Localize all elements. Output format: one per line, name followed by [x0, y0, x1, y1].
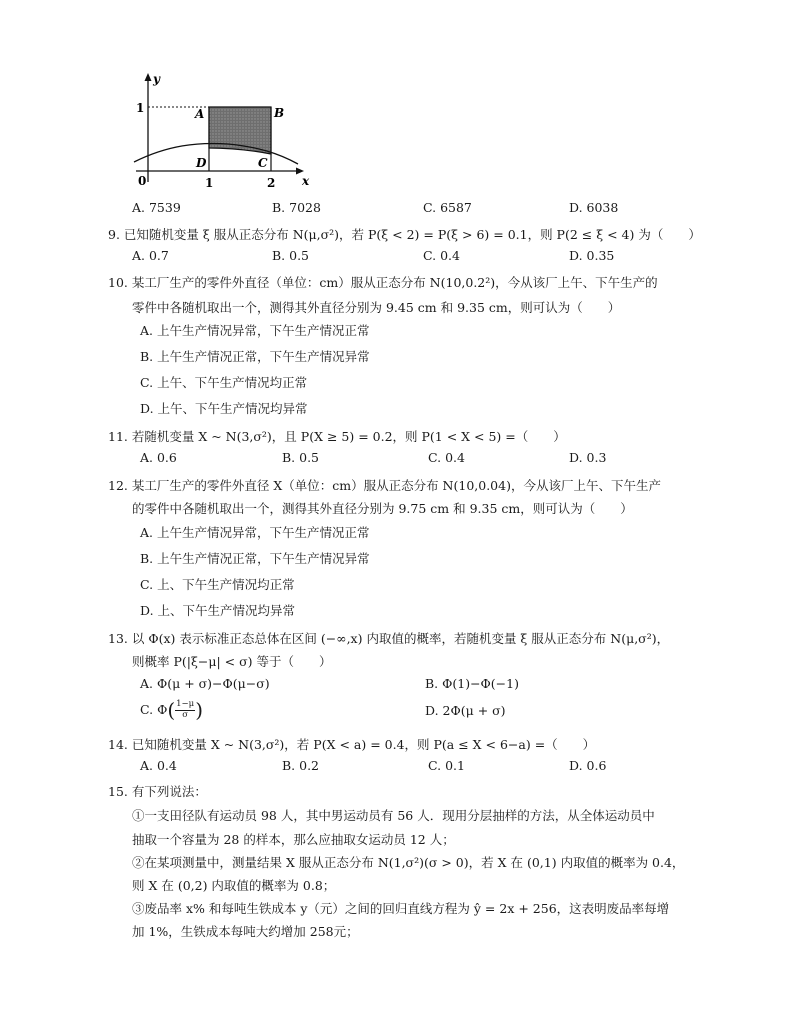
- point-a-label: A: [195, 107, 205, 121]
- q10-option-a[interactable]: A. 上午生产情况异常，下午生产情况正常: [140, 323, 370, 338]
- q13-option-c[interactable]: C. Φ( $\frac{1-\mu}{\sigma}$ ): [140, 698, 204, 723]
- q13-option-c-numerator: 1−μ: [176, 699, 195, 709]
- q11-option-b[interactable]: B. 0.5: [282, 450, 320, 465]
- q14-option-c[interactable]: C. 0.1: [428, 758, 465, 773]
- point-b-label: B: [274, 106, 285, 120]
- q15-statement-3-line1: ③废品率 x% 和每吨生铁成本 y（元）之间的回归直线方程为 ŷ = 2x + 256，这表明废品率每增: [132, 901, 670, 916]
- q9-option-a[interactable]: A. 0.7: [132, 248, 169, 263]
- x-tick-1-label: 1: [205, 176, 214, 190]
- q8-option-b[interactable]: B. 7028: [272, 200, 321, 215]
- point-d-label: D: [196, 156, 207, 170]
- q13-option-b[interactable]: B. Φ(1)−Φ(−1): [425, 676, 519, 691]
- q15-statement-1-line2: 抽取一个容量为 28 的样本，那么应抽取女运动员 12 人；: [132, 832, 455, 847]
- q9-option-d[interactable]: D. 0.35: [569, 248, 615, 263]
- q10-stem-line1: 10. 某工厂生产的零件外直径（单位：cm）服从正态分布 N(10,0.2²)，今从该厂上午、下午生产的: [108, 275, 658, 290]
- y-axis-arrow: [145, 73, 152, 81]
- y-axis-label: y: [153, 72, 160, 86]
- q13-option-c-label: C. Φ: [140, 701, 168, 717]
- q15-statement-2-line2: 则 X 在 (0,2) 内取值的概率为 0.8；: [132, 878, 336, 893]
- q9-stem: 9. 已知随机变量 ξ 服从正态分布 N(μ,σ²)，若 P(ξ < 2) = P(ξ > 6) = 0.1，则 P(2 ≤ ξ < 4) 为（ ）: [108, 227, 701, 242]
- q14-stem: 14. 已知随机变量 X ~ N(3,σ²)，若 P(X < a) = 0.4，则 P(a ≤ X < 6−a) =（ ）: [108, 737, 596, 752]
- q10-stem-line2: 零件中各随机取出一个，测得其外直径分别为 9.45 cm 和 9.35 cm，则可认为（ ）: [132, 300, 621, 315]
- q9-option-b[interactable]: B. 0.5: [272, 248, 310, 263]
- y-tick-label: 1: [136, 101, 145, 115]
- q13-option-c-denominator: σ: [182, 709, 189, 720]
- q15-statement-2-line1: ②在某项测量中，测量结果 X 服从正态分布 N(1,σ²)(σ > 0)，若 X 在 (0,1) 内取值的概率为 0.4，: [132, 855, 685, 870]
- q11-stem: 11. 若随机变量 X ~ N(3,σ²)，且 P(X ≥ 5) = 0.2，则 P(1 < X < 5) =（ ）: [108, 429, 566, 444]
- q14-option-b[interactable]: B. 0.2: [282, 758, 320, 773]
- q14-option-a[interactable]: A. 0.4: [140, 758, 177, 773]
- q13-stem-line2: 则概率 P(|ξ−μ| < σ) 等于（ ）: [132, 654, 332, 669]
- q15-statement-3-line2: 加 1%，生铁成本每吨大约增加 258元；: [132, 924, 359, 939]
- q10-option-b[interactable]: B. 上午生产情况正常，下午生产情况异常: [140, 349, 370, 364]
- q12-option-b[interactable]: B. 上午生产情况正常，下午生产情况异常: [140, 551, 370, 566]
- q13-option-d[interactable]: D. 2Φ(μ + σ): [425, 703, 506, 718]
- q13-option-a[interactable]: A. Φ(μ + σ)−Φ(μ−σ): [140, 676, 270, 691]
- q14-option-d[interactable]: D. 0.6: [569, 758, 607, 773]
- x-tick-2-label: 2: [267, 176, 276, 190]
- q8-option-d[interactable]: D. 6038: [569, 200, 619, 215]
- q10-option-d[interactable]: D. 上午、下午生产情况均异常: [140, 401, 308, 416]
- q12-option-a[interactable]: A. 上午生产情况异常，下午生产情况正常: [140, 525, 370, 540]
- q8-option-a[interactable]: A. 7539: [132, 200, 181, 215]
- q11-option-a[interactable]: A. 0.6: [140, 450, 177, 465]
- origin-label: 0: [138, 174, 147, 188]
- q12-option-d[interactable]: D. 上、下午生产情况均异常: [140, 603, 296, 618]
- probability-figure: [128, 70, 328, 192]
- q12-stem-line1: 12. 某工厂生产的零件外直径 X（单位：cm）服从正态分布 N(10,0.04)，今从该厂上午、下午生产: [108, 478, 661, 493]
- point-c-label: C: [258, 156, 268, 170]
- shaded-region: [209, 107, 271, 154]
- q11-option-c[interactable]: C. 0.4: [428, 450, 465, 465]
- x-axis-label: x: [302, 174, 310, 188]
- q9-option-c[interactable]: C. 0.4: [423, 248, 460, 263]
- q15-statement-1-line1: ①一支田径队有运动员 98 人，其中男运动员有 56 人．现用分层抽样的方法，从全体运动员中: [132, 808, 655, 823]
- q10-option-c[interactable]: C. 上午、下午生产情况均正常: [140, 375, 308, 390]
- q12-option-c[interactable]: C. 上、下午生产情况均正常: [140, 577, 295, 592]
- q13-stem-line1: 13. 以 Φ(x) 表示标准正态总体在区间 (−∞,x) 内取值的概率，若随机变量 ξ 服从正态分布 N(μ,σ²)，: [108, 631, 670, 646]
- q8-option-c[interactable]: C. 6587: [423, 200, 472, 215]
- q15-title: 15. 有下列说法：: [108, 784, 207, 799]
- q12-stem-line2: 的零件中各随机取出一个，测得其外直径分别为 9.75 cm 和 9.35 cm，则可认为（ ）: [132, 501, 633, 516]
- q11-option-d[interactable]: D. 0.3: [569, 450, 607, 465]
